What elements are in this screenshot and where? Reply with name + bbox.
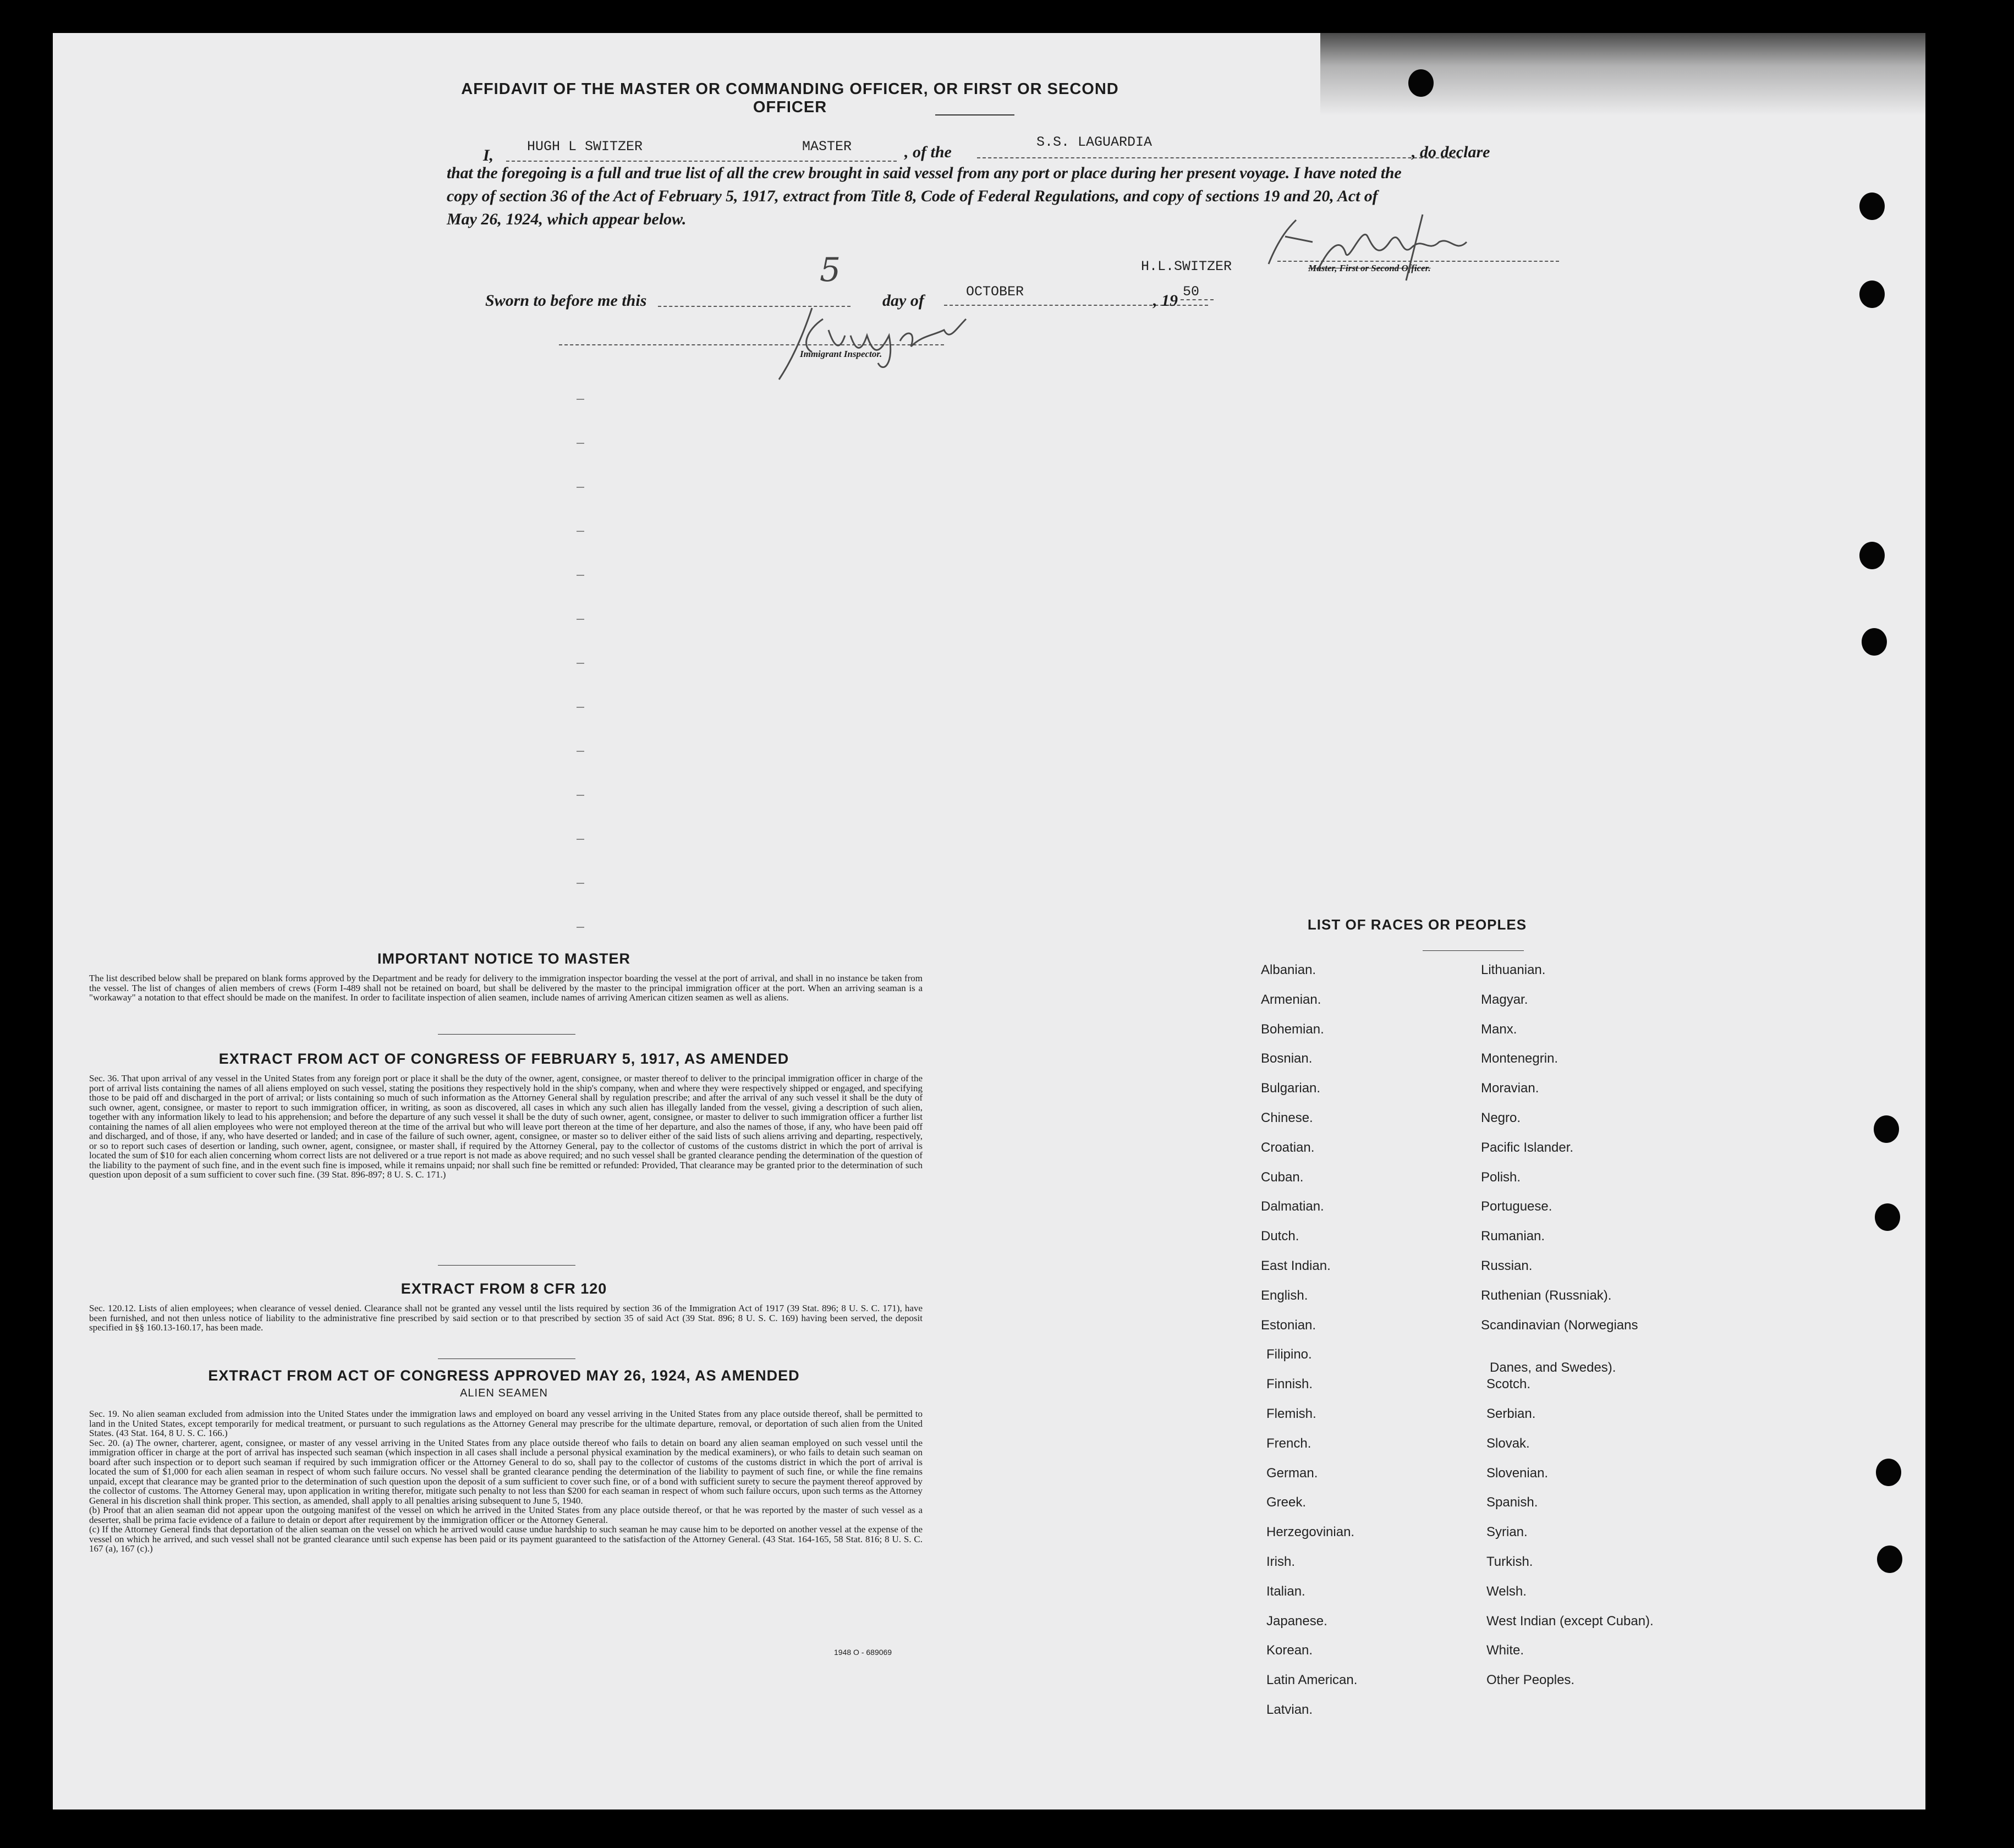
affidavit-line-4: May 26, 1924, which appear below. [447, 210, 687, 228]
punch-hole [1874, 1115, 1899, 1143]
races-title: LIST OF RACES OR PEOPLES [1307, 916, 1527, 933]
race-item: West Indian (except Cuban). [1486, 1613, 1654, 1629]
day-of-label: day of [882, 292, 924, 310]
punch-hole [1877, 1546, 1902, 1573]
races-rule [1423, 950, 1524, 951]
punch-hole [1859, 280, 1885, 308]
print-code: 1948 O - 689069 [834, 1648, 892, 1657]
margin-tick [577, 751, 584, 752]
race-item: Croatian. [1261, 1140, 1315, 1155]
sworn-label: Sworn to before me this [485, 292, 647, 310]
race-item: Greek. [1266, 1495, 1307, 1510]
race-item: Danes, and Swedes). [1490, 1360, 1616, 1376]
race-item: Armenian. [1261, 992, 1321, 1007]
race-item: Scotch. [1486, 1377, 1531, 1392]
race-item: Russian. [1481, 1258, 1533, 1273]
race-item: Dutch. [1261, 1229, 1299, 1244]
affidavit-line-2: that the foregoing is a full and true list of all the crew brought in said vessel from any port or place during her present voyage. I have noted the [447, 164, 1402, 182]
margin-tick [577, 575, 584, 576]
year-line [1181, 299, 1214, 300]
affidavit-title: AFFIDAVIT OF THE MASTER OR COMMANDING OFFICER, OR FIRST OR SECOND OFFICER [461, 80, 1119, 116]
do-declare-label: , do declare [1412, 143, 1490, 161]
signer-caption: Master, First or Second Officer. [1308, 263, 1431, 273]
i-label: I, [483, 146, 494, 164]
title-rule [935, 114, 1014, 116]
punch-hole [1862, 628, 1887, 656]
notice-text: The list described below shall be prepared on blank forms approved by the Department and be ready for delivery to the immigration inspector boarding the vessel at the port of arrival, and shall in no instance be taken from the vessel. The list of changes of alien members of crews (Form I-489 shall not be retained on board, but shall be delivered by the master to the principal immigration officer at the port. When an arriving seaman is a "workaway" a notation to that effect should be made on the manifest. In order to facilitate inspection of alien seamen, include names of arriving American citizen seamen as well as aliens. [89, 973, 923, 1003]
extract-1917-title: EXTRACT FROM ACT OF CONGRESS OF FEBRUARY 5, 1917, AS AMENDED [218, 1050, 789, 1067]
margin-tick [577, 883, 584, 884]
race-item: Lithuanian. [1481, 963, 1546, 977]
sec-20a-text: Sec. 20. (a) The owner, charterer, agent, consignee, or master of any vessel arriving in the United States from any place outside thereof who fails to detain on board any alien seaman employed on such vessel until the immigration officer in charge at the port of arrival has inspected such seaman (which inspection in all cases shall include a personal physical examination by the medical examiners), or who fails to detain such seaman on board after such inspection or to deport such seaman if required by such immigration officer or the Attorney General to do so, shall pay to the collector of customs of the customs district in which the port of arrival is located the sum of $1,000 for each alien seaman in respect of whom such failure occurs. No vessel shall be granted clearance pending the determination of the liability to payment of such fine, or while the fine remains unpaid, except that clearance may be granted prior to the determination of such question upon the deposit of a sum sufficient to cover such fine, or of a bond with sufficient surety to secure the payment thereof approved by the collector of customs. The Attorney General may, upon application in writing therefor, mitigate such penalty to not less than $200 for each seaman in respect of whom such failure occurs, upon such terms as the Attorney General in his discretion shall think proper. This section, as amended, shall apply to all penalties arising subsequent to June 5, 1940. [89, 1437, 923, 1506]
race-item: German. [1266, 1465, 1318, 1481]
sworn-year: 50 [1183, 284, 1200, 300]
margin-tick [577, 927, 584, 928]
race-item: Serbian. [1486, 1406, 1536, 1421]
inspector-caption: Immigrant Inspector. [800, 349, 882, 359]
race-item: Other Peoples. [1486, 1673, 1575, 1688]
race-item: Polish. [1481, 1169, 1521, 1185]
extract-cfr-text: Sec. 120.12. Lists of alien employees; when clearance of vessel denied. Clearance shall not be granted any vessel until the lists required by section 36 of the Immigration Act of 1917 (39 Stat. 896; 8 U. S. C. 171), have been furnished, and not then unless notice of liability to the administrative fine prescribed by said section or to that prescribed by section 35 of said Act (39 Stat. 896; 8 U. S. C. 169) having been served, the deposit specified in §§ 160.13-160.17, has been made. [89, 1303, 923, 1333]
race-item: Manx. [1481, 1021, 1517, 1037]
master-signature [1236, 204, 1522, 292]
sec-20b-text: (b) Proof that an alien seaman did not appear upon the outgoing manifest of the vessel on which he arrived in the United States from any place outside thereof, or that he was reported by the master of such vessel as a deserter, shall be prima facie evidence of a failure to detain or deport after requirement by the immigration officer or the Attorney General. [89, 1505, 923, 1525]
race-item: Italian. [1266, 1583, 1305, 1599]
race-item: Montenegrin. [1481, 1051, 1558, 1066]
punch-hole [1875, 1203, 1900, 1231]
punch-hole [1408, 69, 1434, 97]
race-item: Chinese. [1261, 1110, 1313, 1125]
document-page [53, 33, 1925, 1810]
of-the-label: , of the [904, 143, 952, 161]
race-item: Bosnian. [1261, 1051, 1313, 1066]
extract-cfr-title: EXTRACT FROM 8 CFR 120 [400, 1280, 607, 1297]
extract-1917-text: Sec. 36. That upon arrival of any vessel in the United States from any foreign port or place it shall be the duty of the owner, agent, consignee, or master thereof to deliver to the principal immigration officer in charge of the port of arrival lists containing the names of all aliens employed on such vessel, stating the positions they respectively hold in the ship's company, when and where they were respectively shipped or engaged, and specifying those to be paid off and discharged in the port of arrival; or lists containing so much of such information as the Attorney General shall by regulation prescribe; and after the arrival of any such vessel it shall be the duty of such owner, agent, consignee, or master to report to such immigration officer, in writing, as soon as discovered, all cases in which any such alien has illegally landed from the vessel, giving a description of such alien, together with any information likely to lead to his apprehension; and before the departure of any such vessel it shall be the duty of such owner, agent, consignee, or master to deliver to such immigration officer a further list containing the names of all alien employees who were not employed thereon at the time of the arrival but who will leave port thereon at the time of her departure, and also the names of those, if any, who have been paid off and discharged, and of those, if any, who have deserted or landed; and in case of the failure of such owner, agent, consignee, or master so to deliver either of the said lists of such aliens arriving and departing, respectively, or so to report such cases of desertion or landing, such owner, agent, consignee, or master shall, if required by the Attorney General, pay to the collector of customs of the customs district in which the port of arrival is located the sum of $10 for each alien concerning whom correct lists are not delivered or a true report is not made as above required; and no such vessel shall be granted clearance pending the determination of the question of the liability to the payment of such fine, and in the event such fine is imposed, while it remains unpaid; nor shall such fine be remitted or refunded: Provided, That clearance may be granted prior to the determination of such question upon deposit of a sum sufficient to cover such fine. (39 Stat. 896-897; 8 U. S. C. 171.) [89, 1073, 923, 1180]
margin-tick [577, 795, 584, 796]
race-item: Herzegovinian. [1266, 1525, 1355, 1540]
notice-title: IMPORTANT NOTICE TO MASTER [377, 950, 630, 967]
race-item: English. [1261, 1288, 1308, 1303]
race-item: Negro. [1481, 1110, 1521, 1125]
section-rule [438, 1265, 575, 1266]
race-item: Moravian. [1481, 1081, 1539, 1096]
race-item: Bulgarian. [1261, 1081, 1321, 1096]
sworn-day: 5 [820, 251, 841, 289]
extract-1924-subtitle: ALIEN SEAMEN [460, 1387, 548, 1399]
inspector-signature [757, 297, 1021, 385]
margin-tick [577, 839, 584, 840]
race-item: Rumanian. [1481, 1229, 1545, 1244]
margin-tick [577, 399, 584, 400]
sec-19-text: Sec. 19. No alien seaman excluded from admission into the United States under the immigration laws and employed on board any vessel arriving in the United States from any place outside thereof, shall be permitted to land in the United States, except temporarily for medical treatment, or pursuant to such regulations as the Attorney General may prescribe for the ultimate departure, removal, or deportation of such alien from the United States. (43 Stat. 164, 8 U. S. C. 166.) [89, 1409, 923, 1438]
race-item: Latin American. [1266, 1673, 1358, 1688]
year-prefix: , 19 [1153, 292, 1178, 310]
race-item: Estonian. [1261, 1317, 1316, 1333]
race-item: Scandinavian (Norwegians [1481, 1317, 1638, 1333]
punch-hole [1859, 542, 1885, 569]
margin-tick [577, 663, 584, 664]
section-rule [438, 1034, 575, 1035]
extract-1924-title: EXTRACT FROM ACT OF CONGRESS APPROVED MAY 26, 1924, AS AMENDED [208, 1367, 800, 1384]
race-item: Finnish. [1266, 1377, 1313, 1392]
race-item: Syrian. [1486, 1525, 1528, 1540]
margin-tick [577, 619, 584, 620]
race-item: East Indian. [1261, 1258, 1331, 1273]
race-item: Cuban. [1261, 1169, 1304, 1185]
punch-hole [1859, 193, 1885, 220]
race-item: Latvian. [1266, 1702, 1313, 1717]
race-item: Spanish. [1486, 1495, 1538, 1510]
punch-hole [1876, 1459, 1901, 1486]
race-item: Filipino. [1266, 1347, 1312, 1362]
race-item: Turkish. [1486, 1554, 1533, 1569]
name-line [506, 161, 897, 162]
vessel-name: S.S. LAGUARDIA [1036, 134, 1153, 150]
margin-tick [577, 707, 584, 708]
margin-tick [577, 443, 584, 444]
master-name: HUGH L SWITZER [527, 139, 643, 155]
master-rank: MASTER [802, 139, 852, 155]
race-item: Portuguese. [1481, 1199, 1552, 1214]
race-item: Flemish. [1266, 1406, 1316, 1421]
race-item: Magyar. [1481, 992, 1528, 1007]
race-item: Pacific Islander. [1481, 1140, 1574, 1155]
margin-tick [577, 487, 584, 488]
race-item: Irish. [1266, 1554, 1296, 1569]
race-item: Welsh. [1486, 1583, 1527, 1599]
race-item: Ruthenian (Russniak). [1481, 1288, 1612, 1303]
race-item: Albanian. [1261, 963, 1316, 977]
affidavit-line-3: copy of section 36 of the Act of February 5, 1917, extract from Title 8, Code of Federal Regulations, and copy of sections 19 and 20, Act of [447, 187, 1378, 205]
margin-tick [577, 531, 584, 532]
sec-20c-text: (c) If the Attorney General finds that deportation of the alien seaman on the vessel on which he arrived would cause undue hardship to such seaman he may cause him to be deported on another vessel at the expense of the vessel on which he arrived, and such vessel shall not be granted clearance until such expense has been paid or its payment guaranteed to the satisfaction of the Attorney General. (43 Stat. 164-165, 58 Stat. 816; 8 U. S. C. 167 (a), 167 (c).) [89, 1524, 923, 1554]
typed-signature: H.L.SWITZER [1141, 258, 1232, 274]
race-item: White. [1486, 1643, 1524, 1658]
sworn-month: OCTOBER [966, 284, 1024, 300]
race-item: Japanese. [1266, 1613, 1327, 1629]
vessel-line [977, 157, 1461, 158]
race-item: Slovenian. [1486, 1465, 1549, 1481]
section-rule [438, 1358, 575, 1359]
race-item: Dalmatian. [1261, 1199, 1324, 1214]
race-item: Korean. [1266, 1643, 1313, 1658]
race-item: French. [1266, 1436, 1311, 1451]
extract-1924-body [89, 1409, 923, 1554]
race-item: Slovak. [1486, 1436, 1530, 1451]
race-item: Bohemian. [1261, 1021, 1324, 1037]
